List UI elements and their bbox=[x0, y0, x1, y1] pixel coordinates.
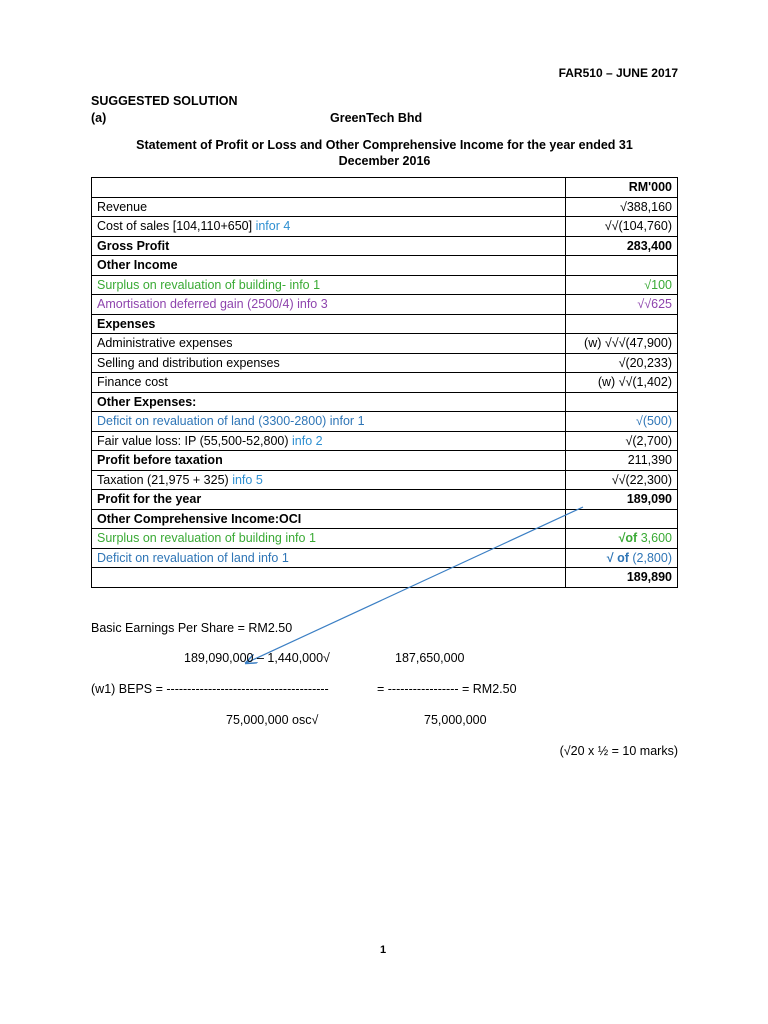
beps-label: (w1) BEPS = --------------------------------------- bbox=[91, 682, 329, 696]
row-amount: √√(22,300) bbox=[566, 470, 678, 490]
row-label: Other Expenses: bbox=[92, 392, 566, 412]
unit-header: RM'000 bbox=[566, 178, 678, 198]
row-label: Other Comprehensive Income:OCI bbox=[92, 509, 566, 529]
row-label: Administrative expenses bbox=[92, 334, 566, 354]
row-note: infor 4 bbox=[255, 219, 291, 234]
row-amount: √√(104,760) bbox=[566, 217, 678, 237]
row-amount: 189,090 bbox=[566, 490, 678, 510]
row-amount-value: (2,800) bbox=[632, 550, 672, 565]
row-label: Selling and distribution expenses bbox=[92, 353, 566, 373]
course-code: FAR510 – JUNE 2017 bbox=[558, 66, 678, 80]
eps-denominator: 75,000,000 osc√ bbox=[226, 713, 319, 727]
row-label: Finance cost bbox=[92, 373, 566, 393]
row-label: Gross Profit bbox=[92, 236, 566, 256]
row-label: Expenses bbox=[92, 314, 566, 334]
statement-title-line-2: December 2016 bbox=[338, 154, 431, 168]
marks-note: (√20 x ½ = 10 marks) bbox=[559, 744, 678, 758]
row-label-text: Cost of sales [104,110+650] bbox=[97, 219, 253, 234]
row-amount: √(20,233) bbox=[566, 353, 678, 373]
row-label: Deficit on revaluation of land info 1 bbox=[92, 548, 566, 568]
row-label: Revenue bbox=[92, 197, 566, 217]
statement-title-line-1: Statement of Profit or Loss and Other Comprehensive Income for the year ended 31 bbox=[136, 138, 633, 152]
row-amount: 189,890 bbox=[566, 568, 678, 588]
oci-mark: √ of bbox=[606, 550, 629, 565]
row-label: Profit for the year bbox=[92, 490, 566, 510]
eps-numerator-result: 187,650,000 bbox=[395, 651, 465, 665]
row-label: Profit before taxation bbox=[92, 451, 566, 471]
row-note: info 5 bbox=[232, 472, 263, 487]
row-label-text: Taxation (21,975 + 325) bbox=[97, 472, 229, 487]
basic-eps-line: Basic Earnings Per Share = RM2.50 bbox=[91, 621, 293, 635]
eps-denominator-result: 75,000,000 bbox=[424, 713, 487, 727]
company-name: GreenTech Bhd bbox=[330, 111, 423, 125]
arrow-line bbox=[246, 507, 583, 663]
row-amount: √388,160 bbox=[566, 197, 678, 217]
row-amount: 283,400 bbox=[566, 236, 678, 256]
beps-equals: = ----------------- = RM2.50 bbox=[377, 682, 517, 696]
row-label: Amortisation deferred gain (2500/4) info 3 bbox=[92, 295, 566, 315]
row-amount: (w) √√(1,402) bbox=[566, 373, 678, 393]
part-label: (a) bbox=[91, 111, 107, 125]
row-amount: √(2,700) bbox=[566, 431, 678, 451]
row-label: Surplus on revaluation of building- info 1 bbox=[92, 275, 566, 295]
row-amount: (w) √√√(47,900) bbox=[566, 334, 678, 354]
tick-mark: √ bbox=[635, 414, 643, 429]
row-amount-value: (500) bbox=[642, 414, 672, 429]
row-label: Deficit on revaluation of land (3300-2800) infor 1 bbox=[92, 412, 566, 432]
eps-numerator: 189,090,000 – 1,440,000√ bbox=[184, 651, 330, 665]
page-number: 1 bbox=[380, 944, 387, 956]
oci-mark: √of bbox=[618, 531, 638, 546]
row-label: Other Income bbox=[92, 256, 566, 276]
row-note: info 2 bbox=[292, 433, 323, 448]
row-amount: 211,390 bbox=[566, 451, 678, 471]
suggested-solution-heading: SUGGESTED SOLUTION bbox=[91, 94, 238, 108]
row-amount: √100 bbox=[566, 275, 678, 295]
row-amount: √√625 bbox=[566, 295, 678, 315]
row-amount-value: 3,600 bbox=[640, 531, 672, 546]
row-label-text: Fair value loss: IP (55,500-52,800) bbox=[97, 433, 289, 448]
row-label: Surplus on revaluation of building info 1 bbox=[92, 529, 566, 549]
